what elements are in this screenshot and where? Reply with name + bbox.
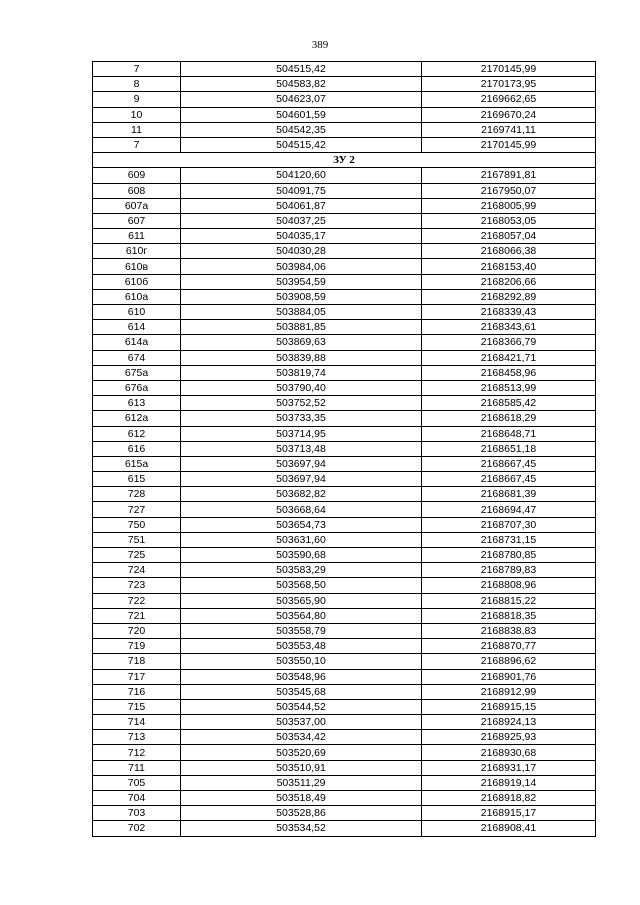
point-number-cell: 703 <box>93 806 181 821</box>
y-coordinate-cell: 2168918,82 <box>422 791 596 806</box>
table-row <box>93 502 596 517</box>
table-row <box>93 122 596 137</box>
table-row <box>93 472 596 487</box>
y-coordinate-cell: 2168915,17 <box>422 806 596 821</box>
table-row <box>93 244 596 259</box>
point-number-cell: 615а <box>93 456 181 471</box>
y-coordinate-cell: 2168339,43 <box>422 305 596 320</box>
point-number-cell: 705 <box>93 775 181 790</box>
x-coordinate-cell: 503697,94 <box>181 472 422 487</box>
point-number-cell: 727 <box>93 502 181 517</box>
y-coordinate-cell: 2168912,99 <box>422 684 596 699</box>
y-coordinate-cell: 2170173,95 <box>422 77 596 92</box>
point-number-cell: 8 <box>93 77 181 92</box>
table-row <box>93 699 596 714</box>
table-row <box>93 517 596 532</box>
point-number-cell: 615 <box>93 472 181 487</box>
table-row <box>93 274 596 289</box>
y-coordinate-cell: 2168651,18 <box>422 441 596 456</box>
point-number-cell: 610а <box>93 289 181 304</box>
x-coordinate-cell: 504542,35 <box>181 122 422 137</box>
table-row <box>93 305 596 320</box>
point-number-cell: 612а <box>93 411 181 426</box>
table-row <box>93 821 596 836</box>
y-coordinate-cell: 2168053,05 <box>422 213 596 228</box>
point-number-cell: 607 <box>93 213 181 228</box>
x-coordinate-cell: 503908,59 <box>181 289 422 304</box>
y-coordinate-cell: 2168930,68 <box>422 745 596 760</box>
x-coordinate-cell: 504515,42 <box>181 137 422 152</box>
point-number-cell: 676а <box>93 380 181 395</box>
y-coordinate-cell: 2168585,42 <box>422 396 596 411</box>
point-number-cell: 717 <box>93 669 181 684</box>
y-coordinate-cell: 2168005,99 <box>422 198 596 213</box>
y-coordinate-cell: 2168789,83 <box>422 563 596 578</box>
point-number-cell: 7 <box>93 137 181 152</box>
table-row <box>93 107 596 122</box>
x-coordinate-cell: 503564,80 <box>181 608 422 623</box>
table-row <box>93 335 596 350</box>
point-number-cell: 675а <box>93 365 181 380</box>
table-row <box>93 654 596 669</box>
point-number-cell: 724 <box>93 563 181 578</box>
table-row <box>93 593 596 608</box>
x-coordinate-cell: 503790,40 <box>181 380 422 395</box>
point-number-cell: 610б <box>93 274 181 289</box>
y-coordinate-cell: 2168815,22 <box>422 593 596 608</box>
table-row <box>93 411 596 426</box>
coordinates-table <box>92 61 596 837</box>
y-coordinate-cell: 2168343,61 <box>422 320 596 335</box>
rows-after-section <box>93 168 596 836</box>
point-number-cell: 614а <box>93 335 181 350</box>
x-coordinate-cell: 503839,88 <box>181 350 422 365</box>
y-coordinate-cell: 2168458,96 <box>422 365 596 380</box>
point-number-cell: 720 <box>93 623 181 638</box>
point-number-cell: 610в <box>93 259 181 274</box>
point-number-cell: 721 <box>93 608 181 623</box>
y-coordinate-cell: 2168925,93 <box>422 730 596 745</box>
x-coordinate-cell: 503510,91 <box>181 760 422 775</box>
table-row <box>93 745 596 760</box>
page-number: 389 <box>311 39 329 51</box>
point-number-cell: 725 <box>93 548 181 563</box>
point-number-cell: 718 <box>93 654 181 669</box>
table-row <box>93 487 596 502</box>
x-coordinate-cell: 503537,00 <box>181 715 422 730</box>
table-row <box>93 578 596 593</box>
x-coordinate-cell: 503511,29 <box>181 775 422 790</box>
point-number-cell: 610г <box>93 244 181 259</box>
y-coordinate-cell: 2168292,89 <box>422 289 596 304</box>
x-coordinate-cell: 503881,85 <box>181 320 422 335</box>
y-coordinate-cell: 2168707,30 <box>422 517 596 532</box>
x-coordinate-cell: 503884,05 <box>181 305 422 320</box>
y-coordinate-cell: 2168838,83 <box>422 623 596 638</box>
x-coordinate-cell: 503550,10 <box>181 654 422 669</box>
section-header-row <box>93 153 596 168</box>
point-number-cell: 714 <box>93 715 181 730</box>
point-number-cell: 613 <box>93 396 181 411</box>
y-coordinate-cell: 2168896,62 <box>422 654 596 669</box>
y-coordinate-cell: 2168694,47 <box>422 502 596 517</box>
point-number-cell: 612 <box>93 426 181 441</box>
x-coordinate-cell: 503654,73 <box>181 517 422 532</box>
table-row <box>93 684 596 699</box>
y-coordinate-cell: 2170145,99 <box>422 62 596 77</box>
y-coordinate-cell: 2168931,17 <box>422 760 596 775</box>
table-row <box>93 791 596 806</box>
x-coordinate-cell: 503713,48 <box>181 441 422 456</box>
table-row <box>93 563 596 578</box>
y-coordinate-cell: 2168421,71 <box>422 350 596 365</box>
table-row <box>93 198 596 213</box>
x-coordinate-cell: 503984,06 <box>181 259 422 274</box>
x-coordinate-cell: 503518,49 <box>181 791 422 806</box>
point-number-cell: 609 <box>93 168 181 183</box>
table-row <box>93 639 596 654</box>
y-coordinate-cell: 2169670,24 <box>422 107 596 122</box>
table-row <box>93 532 596 547</box>
y-coordinate-cell: 2168667,45 <box>422 472 596 487</box>
x-coordinate-cell: 504120,60 <box>181 168 422 183</box>
y-coordinate-cell: 2168648,71 <box>422 426 596 441</box>
point-number-cell: 614 <box>93 320 181 335</box>
x-coordinate-cell: 503631,60 <box>181 532 422 547</box>
x-coordinate-cell: 503544,52 <box>181 699 422 714</box>
x-coordinate-cell: 503752,52 <box>181 396 422 411</box>
table-row <box>93 441 596 456</box>
y-coordinate-cell: 2168206,66 <box>422 274 596 289</box>
table-row <box>93 623 596 638</box>
point-number-cell: 716 <box>93 684 181 699</box>
table-row <box>93 289 596 304</box>
section-header-group <box>93 153 596 168</box>
x-coordinate-cell: 503668,64 <box>181 502 422 517</box>
y-coordinate-cell: 2169741,11 <box>422 122 596 137</box>
table-row <box>93 92 596 107</box>
table-row <box>93 365 596 380</box>
table-row <box>93 548 596 563</box>
table-row <box>93 396 596 411</box>
y-coordinate-cell: 2169662,65 <box>422 92 596 107</box>
x-coordinate-cell: 503714,95 <box>181 426 422 441</box>
table-row <box>93 730 596 745</box>
point-number-cell: 674 <box>93 350 181 365</box>
y-coordinate-cell: 2168870,77 <box>422 639 596 654</box>
point-number-cell: 9 <box>93 92 181 107</box>
x-coordinate-cell: 503869,63 <box>181 335 422 350</box>
table-row <box>93 259 596 274</box>
point-number-cell: 611 <box>93 229 181 244</box>
x-coordinate-cell: 503534,52 <box>181 821 422 836</box>
x-coordinate-cell: 503954,59 <box>181 274 422 289</box>
point-number-cell: 712 <box>93 745 181 760</box>
point-number-cell: 723 <box>93 578 181 593</box>
point-number-cell: 713 <box>93 730 181 745</box>
table-row <box>93 77 596 92</box>
table-row <box>93 608 596 623</box>
y-coordinate-cell: 2168915,15 <box>422 699 596 714</box>
x-coordinate-cell: 503819,74 <box>181 365 422 380</box>
x-coordinate-cell: 503558,79 <box>181 623 422 638</box>
table-row <box>93 183 596 198</box>
x-coordinate-cell: 504061,87 <box>181 198 422 213</box>
section-title: ЗУ 2 <box>93 153 596 168</box>
y-coordinate-cell: 2168924,13 <box>422 715 596 730</box>
point-number-cell: 715 <box>93 699 181 714</box>
table-row <box>93 213 596 228</box>
rows-before-section <box>93 62 596 153</box>
x-coordinate-cell: 504037,25 <box>181 213 422 228</box>
point-number-cell: 719 <box>93 639 181 654</box>
table-row <box>93 760 596 775</box>
y-coordinate-cell: 2168513,99 <box>422 380 596 395</box>
y-coordinate-cell: 2168153,40 <box>422 259 596 274</box>
y-coordinate-cell: 2168818,35 <box>422 608 596 623</box>
table-row <box>93 456 596 471</box>
x-coordinate-cell: 504583,82 <box>181 77 422 92</box>
table-row <box>93 775 596 790</box>
table-row <box>93 669 596 684</box>
x-coordinate-cell: 503682,82 <box>181 487 422 502</box>
x-coordinate-cell: 503583,29 <box>181 563 422 578</box>
y-coordinate-cell: 2168808,96 <box>422 578 596 593</box>
point-number-cell: 11 <box>93 122 181 137</box>
y-coordinate-cell: 2168066,38 <box>422 244 596 259</box>
x-coordinate-cell: 503733,35 <box>181 411 422 426</box>
x-coordinate-cell: 503590,68 <box>181 548 422 563</box>
point-number-cell: 722 <box>93 593 181 608</box>
point-number-cell: 711 <box>93 760 181 775</box>
point-number-cell: 616 <box>93 441 181 456</box>
table-row <box>93 137 596 152</box>
table-row <box>93 168 596 183</box>
x-coordinate-cell: 503520,69 <box>181 745 422 760</box>
x-coordinate-cell: 503697,94 <box>181 456 422 471</box>
table-row <box>93 350 596 365</box>
y-coordinate-cell: 2167891,81 <box>422 168 596 183</box>
y-coordinate-cell: 2168618,29 <box>422 411 596 426</box>
x-coordinate-cell: 504091,75 <box>181 183 422 198</box>
table-row <box>93 320 596 335</box>
point-number-cell: 704 <box>93 791 181 806</box>
x-coordinate-cell: 503528,86 <box>181 806 422 821</box>
x-coordinate-cell: 503568,50 <box>181 578 422 593</box>
y-coordinate-cell: 2168901,76 <box>422 669 596 684</box>
x-coordinate-cell: 504030,28 <box>181 244 422 259</box>
point-number-cell: 751 <box>93 532 181 547</box>
point-number-cell: 10 <box>93 107 181 122</box>
x-coordinate-cell: 504623,07 <box>181 92 422 107</box>
table-row <box>93 806 596 821</box>
x-coordinate-cell: 504601,59 <box>181 107 422 122</box>
y-coordinate-cell: 2167950,07 <box>422 183 596 198</box>
y-coordinate-cell: 2168667,45 <box>422 456 596 471</box>
table-row <box>93 426 596 441</box>
x-coordinate-cell: 504035,17 <box>181 229 422 244</box>
point-number-cell: 610 <box>93 305 181 320</box>
y-coordinate-cell: 2168366,79 <box>422 335 596 350</box>
x-coordinate-cell: 503545,68 <box>181 684 422 699</box>
table-row <box>93 380 596 395</box>
point-number-cell: 608 <box>93 183 181 198</box>
point-number-cell: 728 <box>93 487 181 502</box>
point-number-cell: 607а <box>93 198 181 213</box>
x-coordinate-cell: 503534,42 <box>181 730 422 745</box>
x-coordinate-cell: 504515,42 <box>181 62 422 77</box>
y-coordinate-cell: 2170145,99 <box>422 137 596 152</box>
y-coordinate-cell: 2168908,41 <box>422 821 596 836</box>
y-coordinate-cell: 2168681,39 <box>422 487 596 502</box>
y-coordinate-cell: 2168057,04 <box>422 229 596 244</box>
table-row <box>93 715 596 730</box>
x-coordinate-cell: 503553,48 <box>181 639 422 654</box>
y-coordinate-cell: 2168919,14 <box>422 775 596 790</box>
point-number-cell: 750 <box>93 517 181 532</box>
table-row <box>93 62 596 77</box>
point-number-cell: 7 <box>93 62 181 77</box>
y-coordinate-cell: 2168780,85 <box>422 548 596 563</box>
x-coordinate-cell: 503565,90 <box>181 593 422 608</box>
x-coordinate-cell: 503548,96 <box>181 669 422 684</box>
point-number-cell: 702 <box>93 821 181 836</box>
table-row <box>93 229 596 244</box>
y-coordinate-cell: 2168731,15 <box>422 532 596 547</box>
